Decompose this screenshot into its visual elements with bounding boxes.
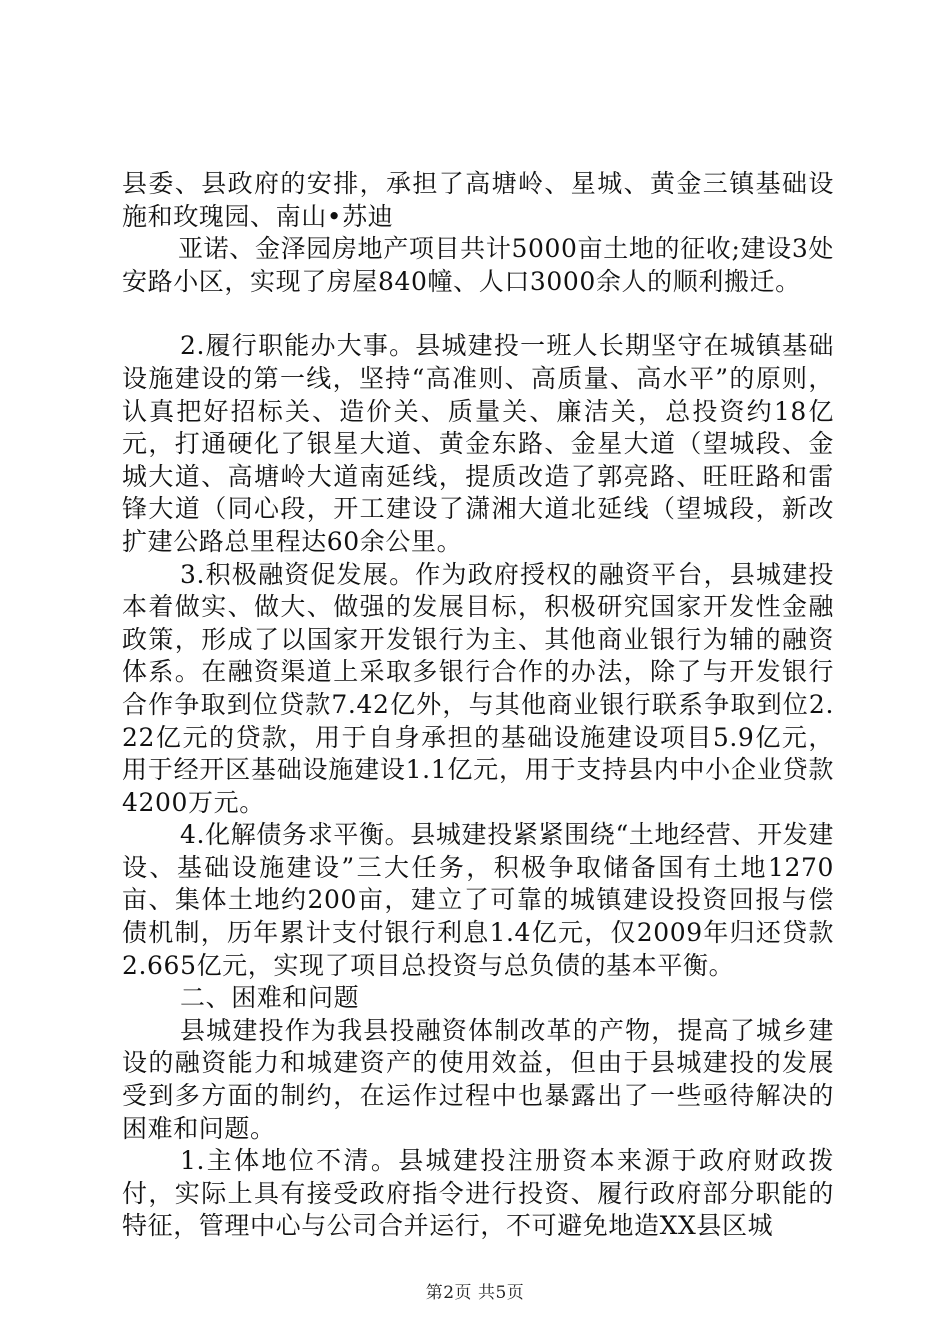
paragraph-gap [122, 298, 834, 330]
paragraph-continuation: 县委、县政府的安排，承担了高塘岭、星城、黄金三镇基础设施和玫瑰园、南山•苏迪 [122, 169, 834, 231]
paragraph-item-2: 2.履行职能办大事。县城建投一班人长期坚守在城镇基础设施建设的第一线，坚持“高准则、高质量、高水平”的原则，认真把好招标关、造价关、质量关、廉洁关，总投资约18亿元，打通硬化了银星大道、黄金东路、金星大道（望城段、金城大道、高塘岭大道南延线，提质改造了郭亮路、旺旺路和雷锋大道（同心段，开工建设了潇湘大道北延线（望城段，新改扩建公路总里程达60余公里。 [122, 331, 834, 556]
paragraph-item-4: 4.化解债务求平衡。县城建投紧紧围绕“土地经营、开发建设、基础设施建设”三大任务，积极争取储备国有土地1270亩、集体土地约200亩，建立了可靠的城镇建设投资回报与偿债机制，历年累计支付银行利息1.4亿元，仅2009年归还贷款2.665亿元，实现了项目总投资与总负债的基本平衡。 [122, 820, 834, 980]
paragraph-land-acquisition: 亚诺、金泽园房地产项目共计5000亩土地的征收;建设3处安路小区，实现了房屋840幢、人口3000余人的顺利搬迁。 [122, 234, 834, 296]
page-footer: 第2页 共5页 [425, 1283, 525, 1303]
document-body [122, 168, 834, 1243]
section-heading-difficulties: 二、困难和问题 [180, 983, 360, 1013]
paragraph-difficulties-intro: 县城建投作为我县投融资体制改革的产物，提高了城乡建设的融资能力和城建资产的使用效益，但由于县城建投的发展受到多方面的制约，在运作过程中也暴露出了一些亟待解决的困难和问题。 [122, 1015, 834, 1143]
paragraph-problem-1: 1.主体地位不清。县城建投注册资本来源于政府财政拨付，实际上具有接受政府指令进行投资、履行政府部分职能的特征，管理中心与公司合并运行，不可避免地造XX县区城 [122, 1146, 834, 1241]
paragraph-item-3: 3.积极融资促发展。作为政府授权的融资平台，县城建投本着做实、做大、做强的发展目标，积极研究国家开发性金融政策，形成了以国家开发银行为主、其他商业银行为辅的融资体系。在融资渠道上采取多银行合作的办法，除了与开发银行合作争取到位贷款7.42亿外，与其他商业银行联系争取到位2.22亿元的贷款，用于自身承担的基础设施建设项目5.9亿元，用于经开区基础设施建设1.1亿元，用于支持县内中小企业贷款4200万元。 [122, 559, 834, 817]
